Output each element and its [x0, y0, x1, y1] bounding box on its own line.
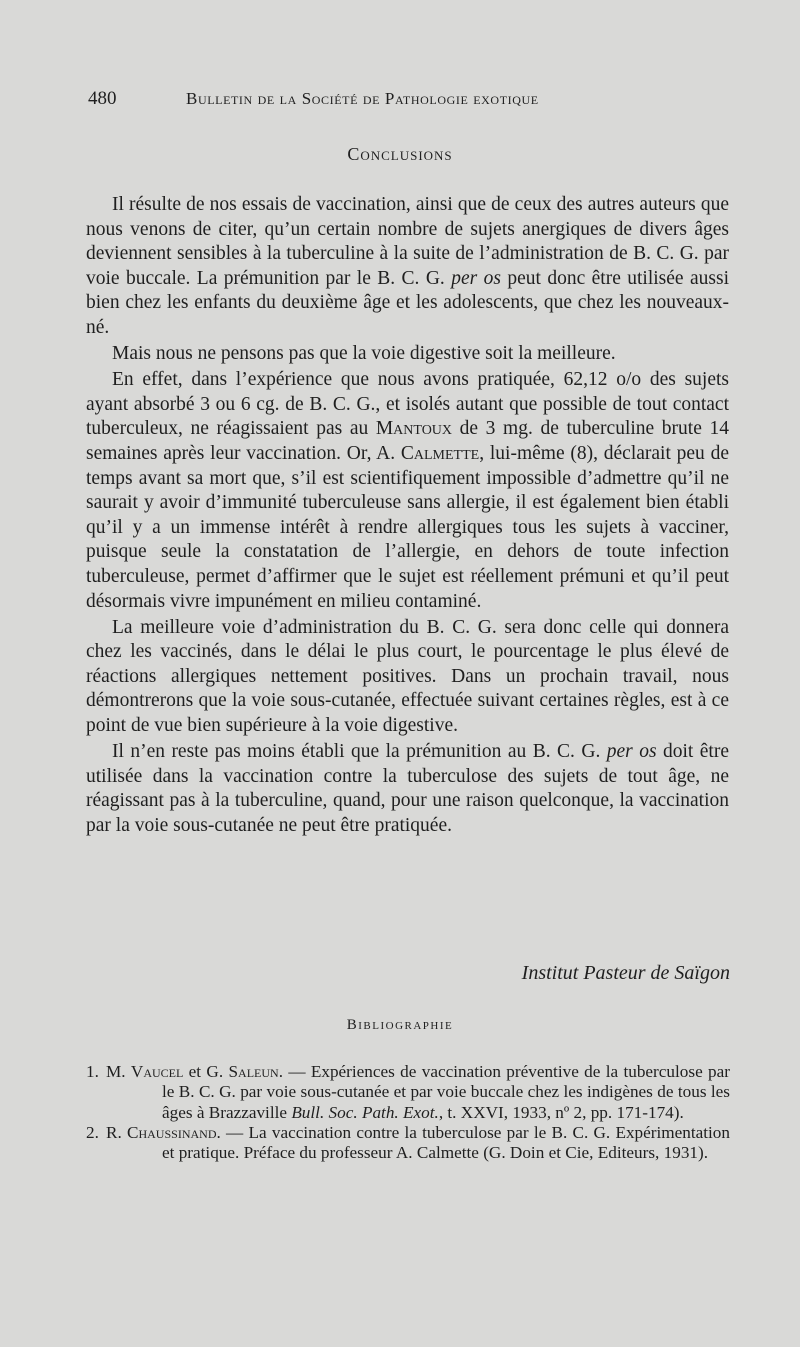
bibliography-list — [86, 1062, 730, 1163]
text-run: Mais nous ne pensons pas que la voie digestive soit la meilleure. — [112, 343, 616, 365]
text-run: , t. XXVI, 1933, nº 2, pp. 171-174). — [438, 1102, 684, 1122]
text-run: M. — [106, 1062, 131, 1081]
text-run: . — La vaccination contre la tuberculose par le B. C. G. Expérimentation et pratique. Préface du professeur A. Calmette (G. Doin et Cie, Editeurs, 1931). — [162, 1122, 730, 1163]
text-run: En effet, dans l’expérience que nous avons pratiquée, 62,12 o/o des sujets ayant absorbé 3 ou 6 cg. de B. C. G., et isolés autant que possible de tout contact tuberculeux, ne réagissaient pas au — [86, 369, 729, 440]
paragraph — [86, 342, 729, 367]
italic-text: per os — [451, 267, 501, 289]
small-caps-name: Calmette — [400, 442, 480, 464]
bibliography-number: 1. — [86, 1062, 99, 1081]
text-run: , lui-même (8), déclarait peu de temps avant sa mort que, s’il est scientifiquement impossible d’admettre qu’il ne saurait y avoir d’immunité tuberculeuse sans allergie, il est également bien établi qu’il y a un immense intérêt à rendre allergiques tous les sujets à vacciner, puisque seule la constatation de l’allergie, en dehors de toute infection tuberculeuse, permet d’affirmer que le sujet est réellement prémuni et qu’il peut désormais vivre impunément en milieu contaminé. — [86, 442, 729, 612]
text-run: Il résulte de nos essais de vaccination, ainsi que de ceux des autres auteurs que nous venons de citer, qu’un certain nombre de sujets anergiques de divers âges deviennent sensibles à la tuberculine à la suite de l’administration de B. C. G. par voie buccale. La prémunition par le B. C. G. — [86, 194, 729, 289]
running-title: Bulletin de la Société de Pathologie exotique — [186, 89, 539, 108]
text-run: et G. — [183, 1062, 229, 1081]
small-caps-name: Chaussinand — [127, 1122, 217, 1142]
bibliography-text — [106, 1062, 730, 1123]
bibliography-text — [106, 1122, 730, 1164]
text-run: Il n’en reste pas moins établi que la prémunition au B. C. G. — [112, 741, 607, 763]
page-number: 480 — [88, 88, 117, 109]
text-run: de 3 mg. de tuberculine brute 14 semaines après leur vaccination. Or, A. — [86, 418, 729, 464]
paragraph — [86, 368, 729, 614]
body-text — [86, 193, 729, 840]
paragraph — [86, 193, 729, 341]
text-run: . — Expériences de vaccination préventive de la tuberculose par le B. C. G. par voie sous-cutanée et par voie buccale chez les indigènes de tous les âges à Brazzaville — [162, 1062, 730, 1122]
bibliography-entry — [86, 1123, 730, 1164]
section-title: Conclusions — [347, 144, 453, 164]
paragraph — [86, 616, 729, 739]
italic-text: per os — [606, 741, 657, 763]
text-run: La meilleure voie d’administration du B. C. G. sera donc celle qui donnera chez les vaccinés, dans le délai le plus court, le pourcentage le plus élevé de réactions allergiques nettement positives. Dans un prochain travail, nous démontrerons que la voie sous-cutanée, effectuée suivant certaines règles, est à ce point de vue bien supérieure à la voie digestive. — [86, 616, 729, 736]
small-caps-name: Vaucel — [130, 1062, 184, 1081]
paragraph — [86, 740, 729, 838]
bibliography-title: Bibliographie — [346, 1017, 454, 1033]
bibliography-entry — [86, 1062, 730, 1123]
running-header — [88, 88, 728, 112]
text-run: doit être utilisée dans la vaccination contre la tuberculose des sujets de tout âge, ne réagissant pas à la tuberculine, quand, pour une raison quelconque, la vaccination par la voie sous-cutanée ne peut être pratiquée. — [86, 741, 729, 836]
italic-text: Bull. Soc. Path. Exot. — [291, 1102, 439, 1122]
bibliography-number: 2. — [86, 1122, 99, 1142]
text-run: peut donc être utilisée aussi bien chez les enfants du deuxième âge et les adolescents, que chez les nouveaux-né. — [86, 267, 729, 338]
institution-signature: Institut Pasteur de Saïgon — [521, 962, 730, 984]
text-run: R. — [106, 1122, 128, 1142]
small-caps-name: Mantoux — [375, 418, 453, 440]
small-caps-name: Saleun — [228, 1062, 279, 1081]
